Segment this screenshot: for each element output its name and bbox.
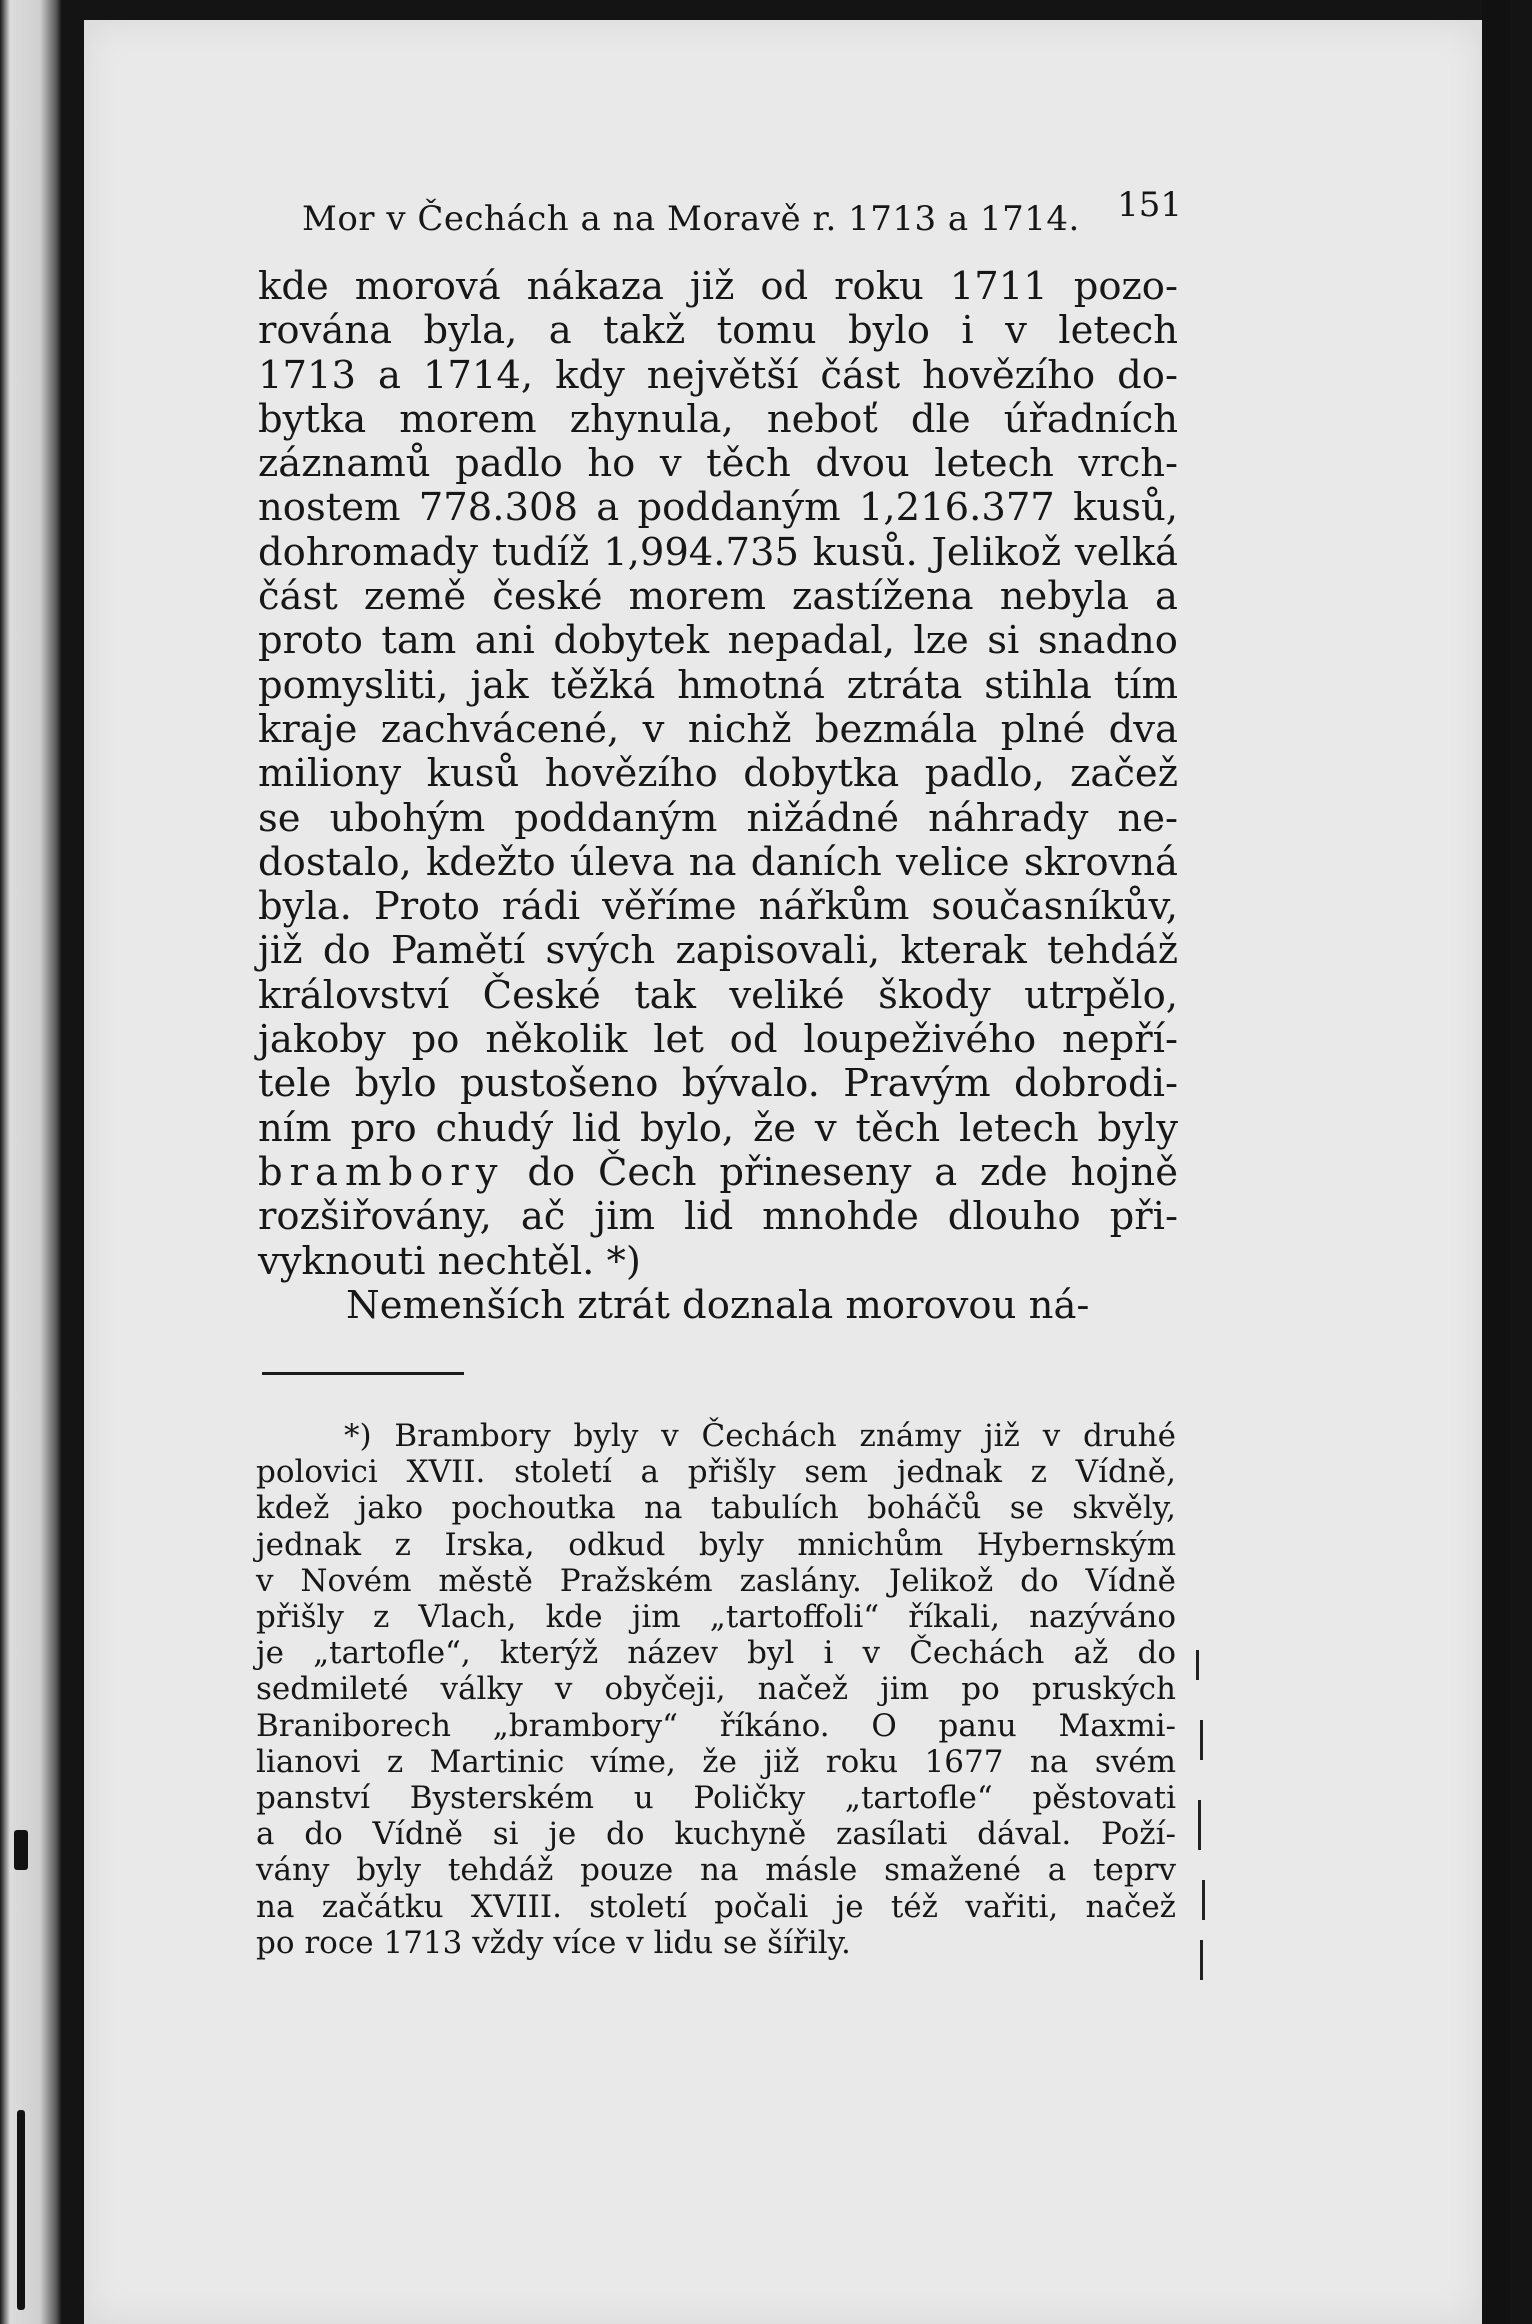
text-line: kde morová nákaza již od roku 1711 pozo- [258, 264, 1178, 309]
adjacent-page-edge [0, 0, 62, 2324]
footnote-line: přišly z Vlach, kde jim „tartoffoli“ říkali, nazýváno [256, 1599, 1176, 1636]
text-line: rozšiřovány, ač jim lid mnohde dlouho při- [258, 1194, 1178, 1240]
footnote-line: *) Brambory byly v Čechách známy již v druhé [344, 1418, 1176, 1454]
text-line: dostalo, kdežto úleva na daních velice skrovná [258, 839, 1178, 885]
text-line-brambory [258, 1151, 1178, 1195]
footnote-line: je „tartofle“, kterýž název byl i v Čechách až do [256, 1635, 1176, 1672]
text-line: vyknouti nechtěl. *) [258, 1238, 641, 1284]
footnote-line: po roce 1713 vždy více v lidu se šířily. [256, 1924, 851, 1961]
page-number: 151 [1117, 185, 1182, 225]
text-line: část země české morem zastížena nebyla a [258, 574, 1178, 620]
footnote-line: kdež jako pochoutka na tabulích boháčů se skvěly, [256, 1490, 1176, 1527]
binding-mark [17, 2110, 25, 2310]
footnote-line: jednak z Irska, odkud byly mnichům Hybernským [256, 1526, 1176, 1563]
text-line: nostem 778.308 a poddaným 1,216.377 kusů, [258, 485, 1178, 531]
text-line: záznamů padlo ho v těch dvou letech vrch- [258, 441, 1178, 487]
footnote-line: a do Vídně si je do kuchyně zasílati dával. Poží- [256, 1816, 1176, 1853]
main-text [258, 265, 1178, 1328]
margin-mark [1200, 1940, 1203, 1980]
footnote-line: v Novém městě Pražském zaslány. Jelikož do Vídně [256, 1562, 1176, 1599]
margin-mark [1200, 1720, 1203, 1760]
margin-pencil-marks [1178, 1630, 1208, 1990]
margin-mark [1196, 1650, 1199, 1680]
page-header [302, 185, 1182, 245]
binding-mark [14, 1830, 28, 1870]
text-line: se ubohým poddaným nižádné náhrady ne- [258, 795, 1178, 841]
text-line-paragraph-start: Nemenších ztrát doznala morovou ná- [346, 1282, 1090, 1328]
text-line: miliony kusů hovězího dobytka padlo, začež [258, 751, 1178, 797]
margin-mark [1202, 1880, 1205, 1920]
text-line: království České tak veliké škody utrpělo, [258, 972, 1178, 1018]
text-line: byla. Proto rádi věříme nářkům současníkův, [258, 884, 1178, 930]
footnote-line: sedmileté války v obyčeji, načež jim po pruských [256, 1671, 1176, 1708]
footnote-line: panství Bysterském u Poličky „tartofle“ pěstovati [256, 1780, 1176, 1817]
margin-mark [1198, 1800, 1201, 1850]
text-line: rována byla, a takž tomu bylo i v letech [258, 308, 1178, 354]
footnote-line: lianovi z Martinic víme, že již roku 1677 na svém [256, 1743, 1176, 1780]
text-line: již do Pamětí svých zapisovali, kterak tehdáž [258, 928, 1178, 974]
footnote-line: vány byly tehdáž pouze na másle smažené a teprv [256, 1852, 1176, 1889]
text-line-rest: do Čech přineseny a zde hojně [527, 1149, 1178, 1195]
text-line: kraje zachvácené, v nichž bezmála plné dva [258, 706, 1178, 752]
emphasized-word: brambory [258, 1149, 505, 1195]
text-line: proto tam ani dobytek nepadal, lze si snadno [258, 618, 1178, 664]
text-line: 1713 a 1714, kdy největší část hovězího do- [258, 352, 1178, 398]
text-line: dohromady tudíž 1,994.735 kusů. Jelikož velká [258, 529, 1178, 575]
footnote-line: polovici XVII. století a přišly sem jednak z Vídně, [256, 1454, 1176, 1491]
footnote-line: Braniborech „brambory“ říkáno. O panu Maxmi- [256, 1707, 1176, 1744]
right-scan-edge [1482, 0, 1510, 2324]
footnote-separator [262, 1372, 464, 1375]
footnote [256, 1418, 1176, 1961]
text-line: jakoby po několik let od loupeživého nepří- [258, 1017, 1178, 1063]
text-line: tele bylo pustošeno bývalo. Pravým dobrodi- [258, 1061, 1178, 1107]
text-line: pomysliti, jak těžká hmotná ztráta stihla tím [258, 662, 1178, 708]
text-line: bytka morem zhynula, neboť dle úřadních [258, 396, 1178, 442]
text-line: ním pro chudý lid bylo, že v těch letech byly [258, 1105, 1178, 1151]
running-head: Mor v Čechách a na Moravě r. 1713 a 1714. [302, 199, 1080, 239]
footnote-line: na začátku XVIII. století počali je též vařiti, načež [256, 1888, 1176, 1925]
